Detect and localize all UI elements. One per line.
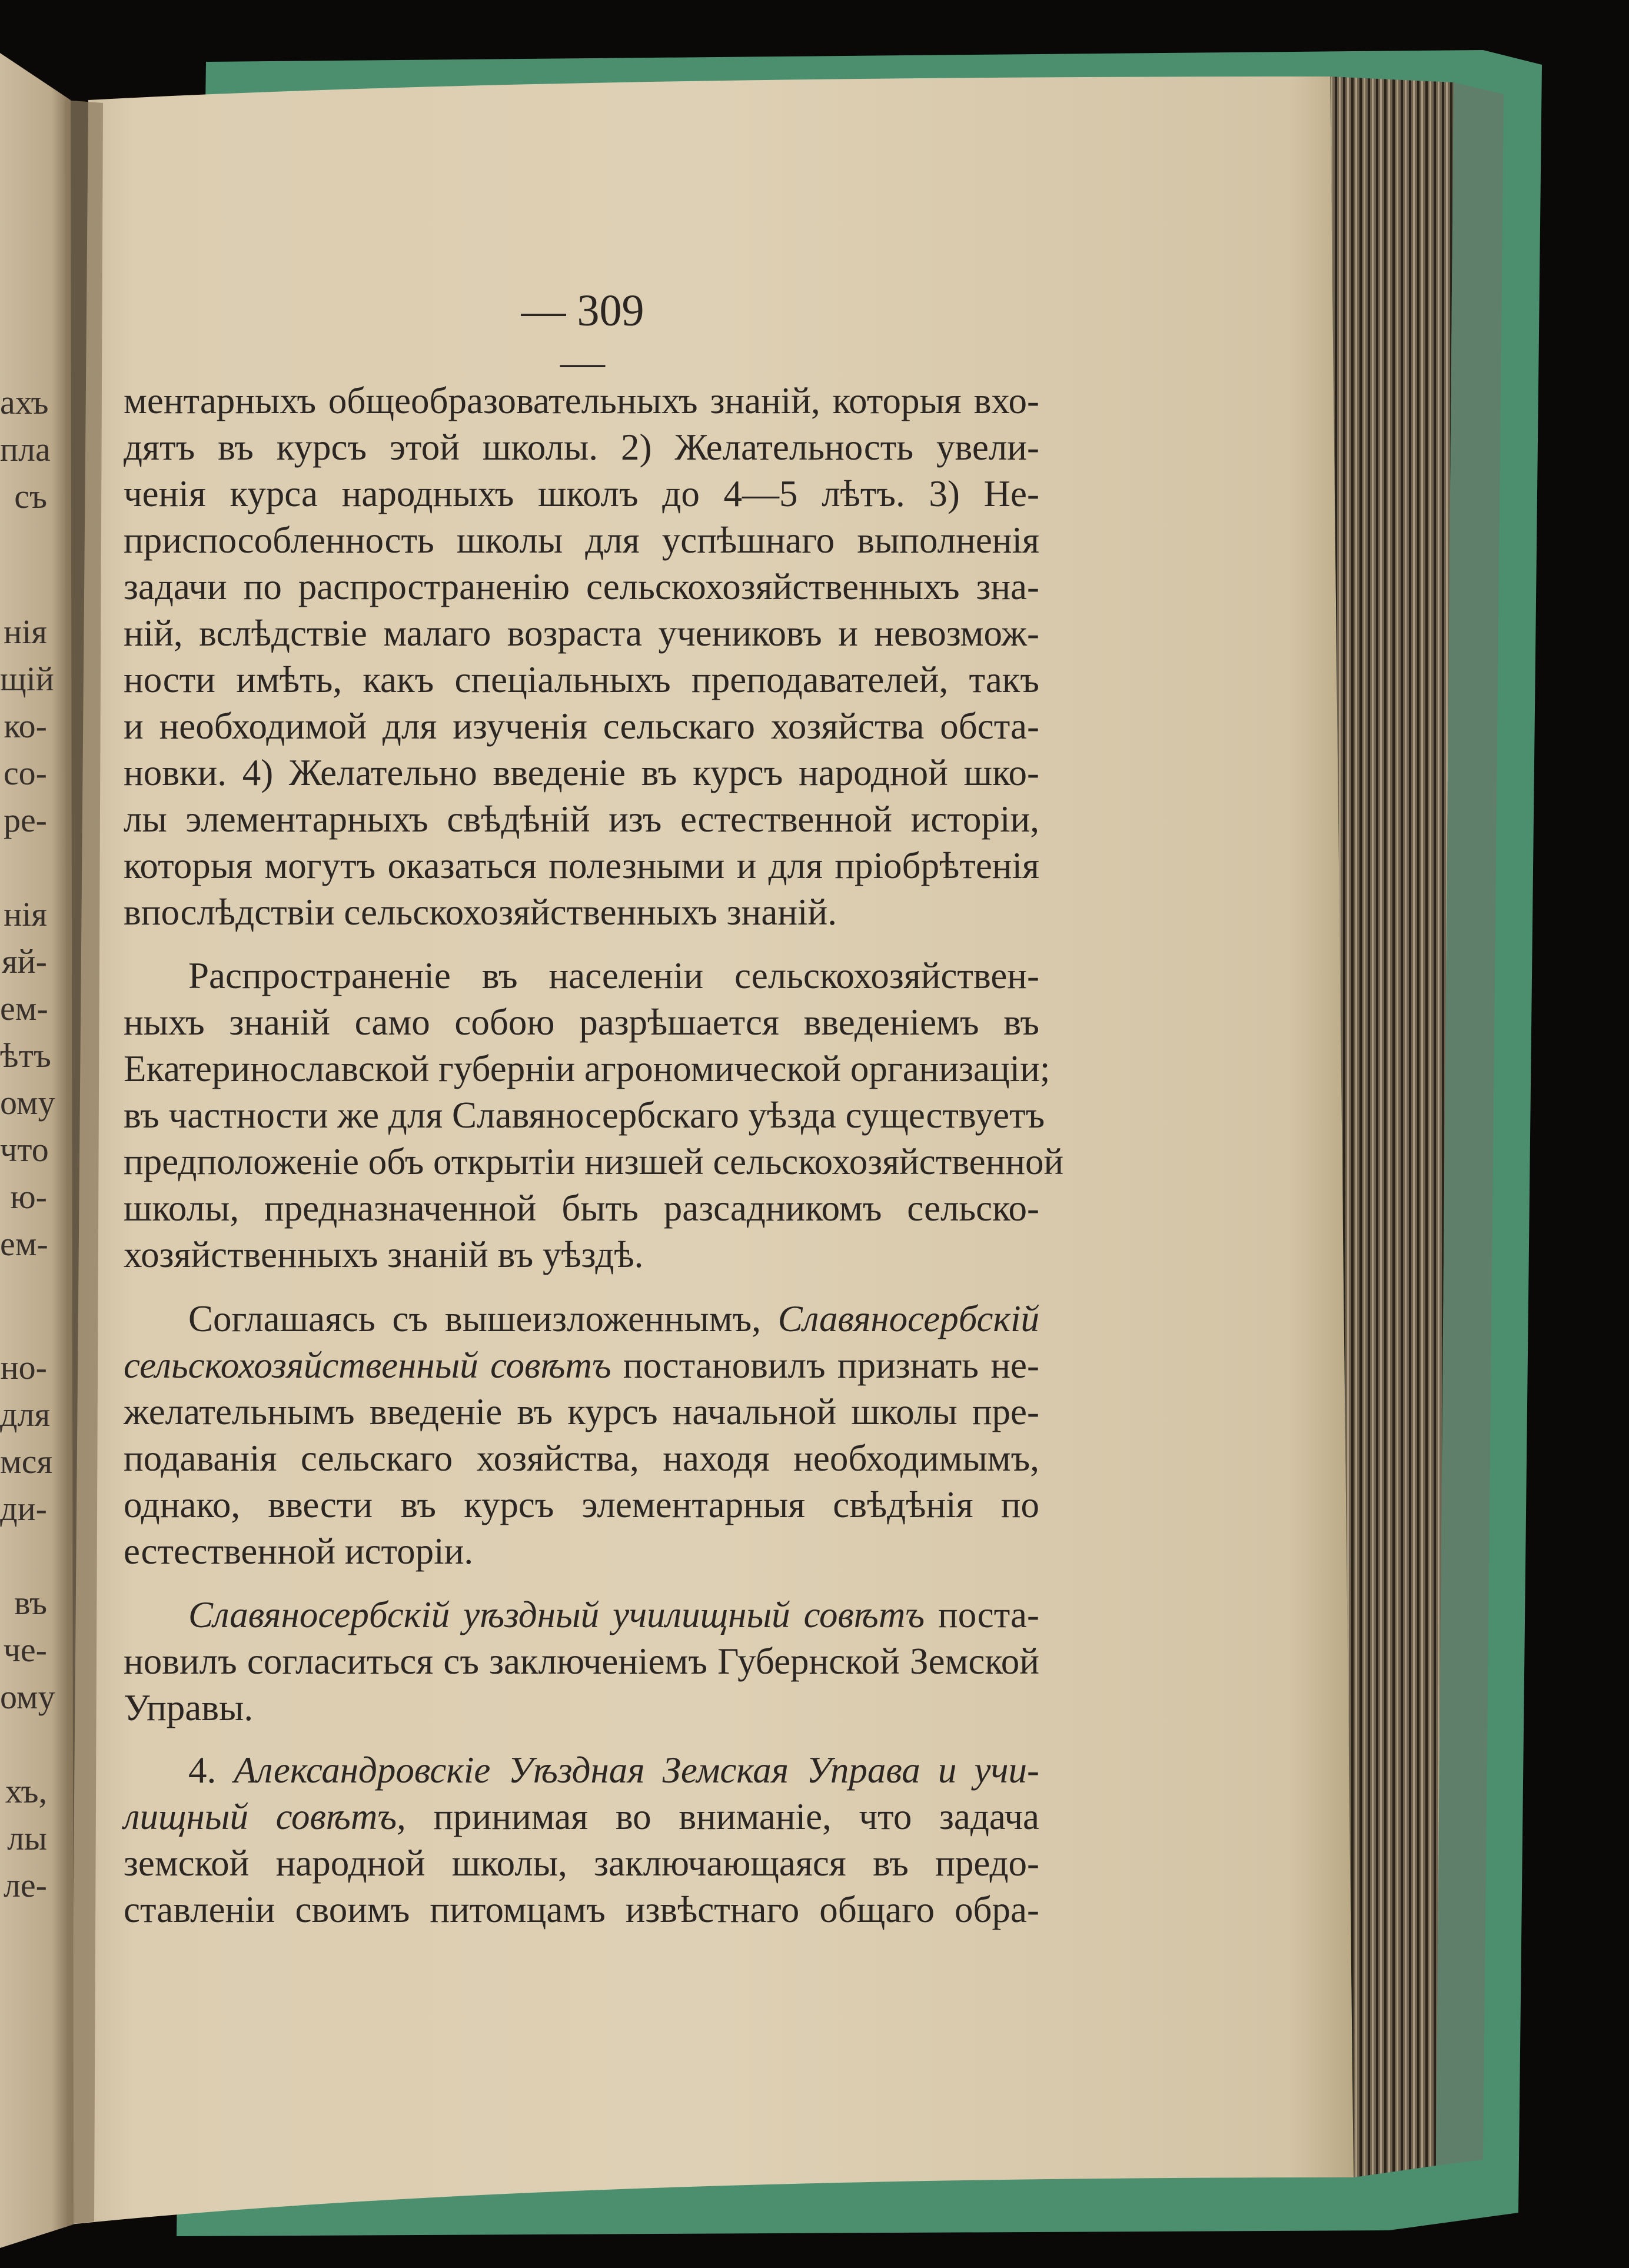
left-page-fragment: мся [0, 1442, 53, 1481]
left-page-fragment: ко- [4, 707, 47, 745]
left-page-fragment: пла [0, 430, 51, 468]
left-page-fragment: че- [3, 1631, 47, 1669]
text-line: въ частности же для Славяносербскаго уѣзда существуетъ [124, 1095, 1045, 1136]
left-page-fragment: щій [0, 660, 54, 698]
left-page-fragment: ле- [3, 1866, 47, 1904]
text-line: ныхъ знаній само собою разрѣшается введеніемъ въ [124, 1002, 1039, 1043]
text-line: приспособленность школы для успѣшнаго выполненія [124, 520, 1039, 561]
left-page-fragment: хъ, [5, 1772, 47, 1810]
text-line: новилъ согласиться съ заключеніемъ Губернской Земской [124, 1641, 1039, 1682]
text-line: 4. Александровскіе Уѣздная Земская Управа и учи- [188, 1750, 1040, 1791]
text-line: однако, ввести въ курсъ элементарныя свѣдѣнія по [124, 1484, 1039, 1525]
left-page-fragment: лы [7, 1819, 47, 1857]
page-number: — 309 — [521, 286, 644, 387]
text-line: которыя могутъ оказаться полезными и для пріобрѣтенія [124, 845, 1039, 886]
left-page-fragment: яй- [1, 942, 47, 980]
text-line: лищный совѣтъ, принимая во вниманіе, что задача [124, 1796, 1040, 1837]
text-line: Славяносербскій уѣздный училищный совѣтъ поста- [188, 1594, 1039, 1635]
left-page-fragment: ем- [0, 989, 48, 1027]
left-page-fragment: нія [4, 895, 47, 933]
text-line: ній, вслѣдствіе малаго возраста учениковъ и невозмож- [124, 613, 1039, 654]
left-page-fragment: но- [0, 1348, 47, 1386]
text-line: подаванія сельскаго хозяйства, находя необходимымъ, [124, 1438, 1039, 1479]
left-page-fragment: съ [14, 477, 47, 516]
left-page-fragment: ому [0, 1083, 55, 1122]
left-page-fragment: ю- [10, 1178, 47, 1216]
left-page-fragment: ди- [0, 1489, 47, 1528]
text-line: Управы. [124, 1687, 254, 1728]
text-line: земской народной школы, заключающаяся въ предо- [124, 1843, 1039, 1884]
text-line: Распространеніе въ населеніи сельскохозяйствен- [188, 955, 1039, 996]
left-page-fragment: въ [14, 1584, 47, 1622]
text-line: желательнымъ введеніе въ курсъ начальной школы пре- [124, 1391, 1039, 1432]
text-line: лы элементарныхъ свѣдѣній изъ естественной исторіи, [124, 799, 1039, 840]
text-line: ности имѣть, какъ спеціальныхъ преподавателей, такъ [124, 659, 1039, 700]
text-line: сельскохозяйственный совѣтъ постановилъ признать не- [124, 1345, 1039, 1386]
text-line: ставленіи своимъ питомцамъ извѣстнаго общаго обра- [124, 1889, 1039, 1930]
left-page-fragment: ре- [3, 801, 47, 839]
text-line: дятъ въ курсъ этой школы. 2) Желательность увели- [124, 427, 1039, 468]
text-line: хозяйственныхъ знаній въ уѣздѣ. [124, 1234, 644, 1275]
left-page-fragment: ѣтъ [0, 1036, 51, 1075]
text-line: Соглашаясь съ вышеизложеннымъ, Славяносербскій [188, 1298, 1039, 1339]
left-page-fragment: что [0, 1130, 49, 1169]
text-line: и необходимой для изученія сельскаго хозяйства обста- [124, 706, 1039, 747]
left-page-fragment: ахъ [0, 383, 49, 421]
text-line: задачи по распространенію сельскохозяйственныхъ зна- [124, 566, 1039, 607]
text-line: естественной исторіи. [124, 1531, 474, 1572]
left-page-fragment: нія [4, 613, 47, 651]
text-line: предположеніе объ открытіи низшей сельскохозяйственной [124, 1141, 1064, 1182]
text-line: Екатеринославской губерніи агрономической организаціи; [124, 1048, 1050, 1089]
text-line: школы, предназначенной быть разсадникомъ сельско- [124, 1188, 1039, 1229]
left-page-fragment: ому [0, 1678, 55, 1716]
text-line: ченія курса народныхъ школъ до 4—5 лѣтъ. 3) Не- [124, 473, 1039, 514]
left-page-fragment: ем- [0, 1225, 48, 1263]
left-page-fragment: со- [3, 754, 47, 792]
text-line: впослѣдствіи сельскохозяйственныхъ знаній. [124, 892, 837, 933]
text-line: ментарныхъ общеобразовательныхъ знаній, которыя вхо- [124, 380, 1039, 421]
left-page-fragment: для [0, 1395, 51, 1434]
text-line: новки. 4) Желательно введеніе въ курсъ народной шко- [124, 752, 1039, 793]
